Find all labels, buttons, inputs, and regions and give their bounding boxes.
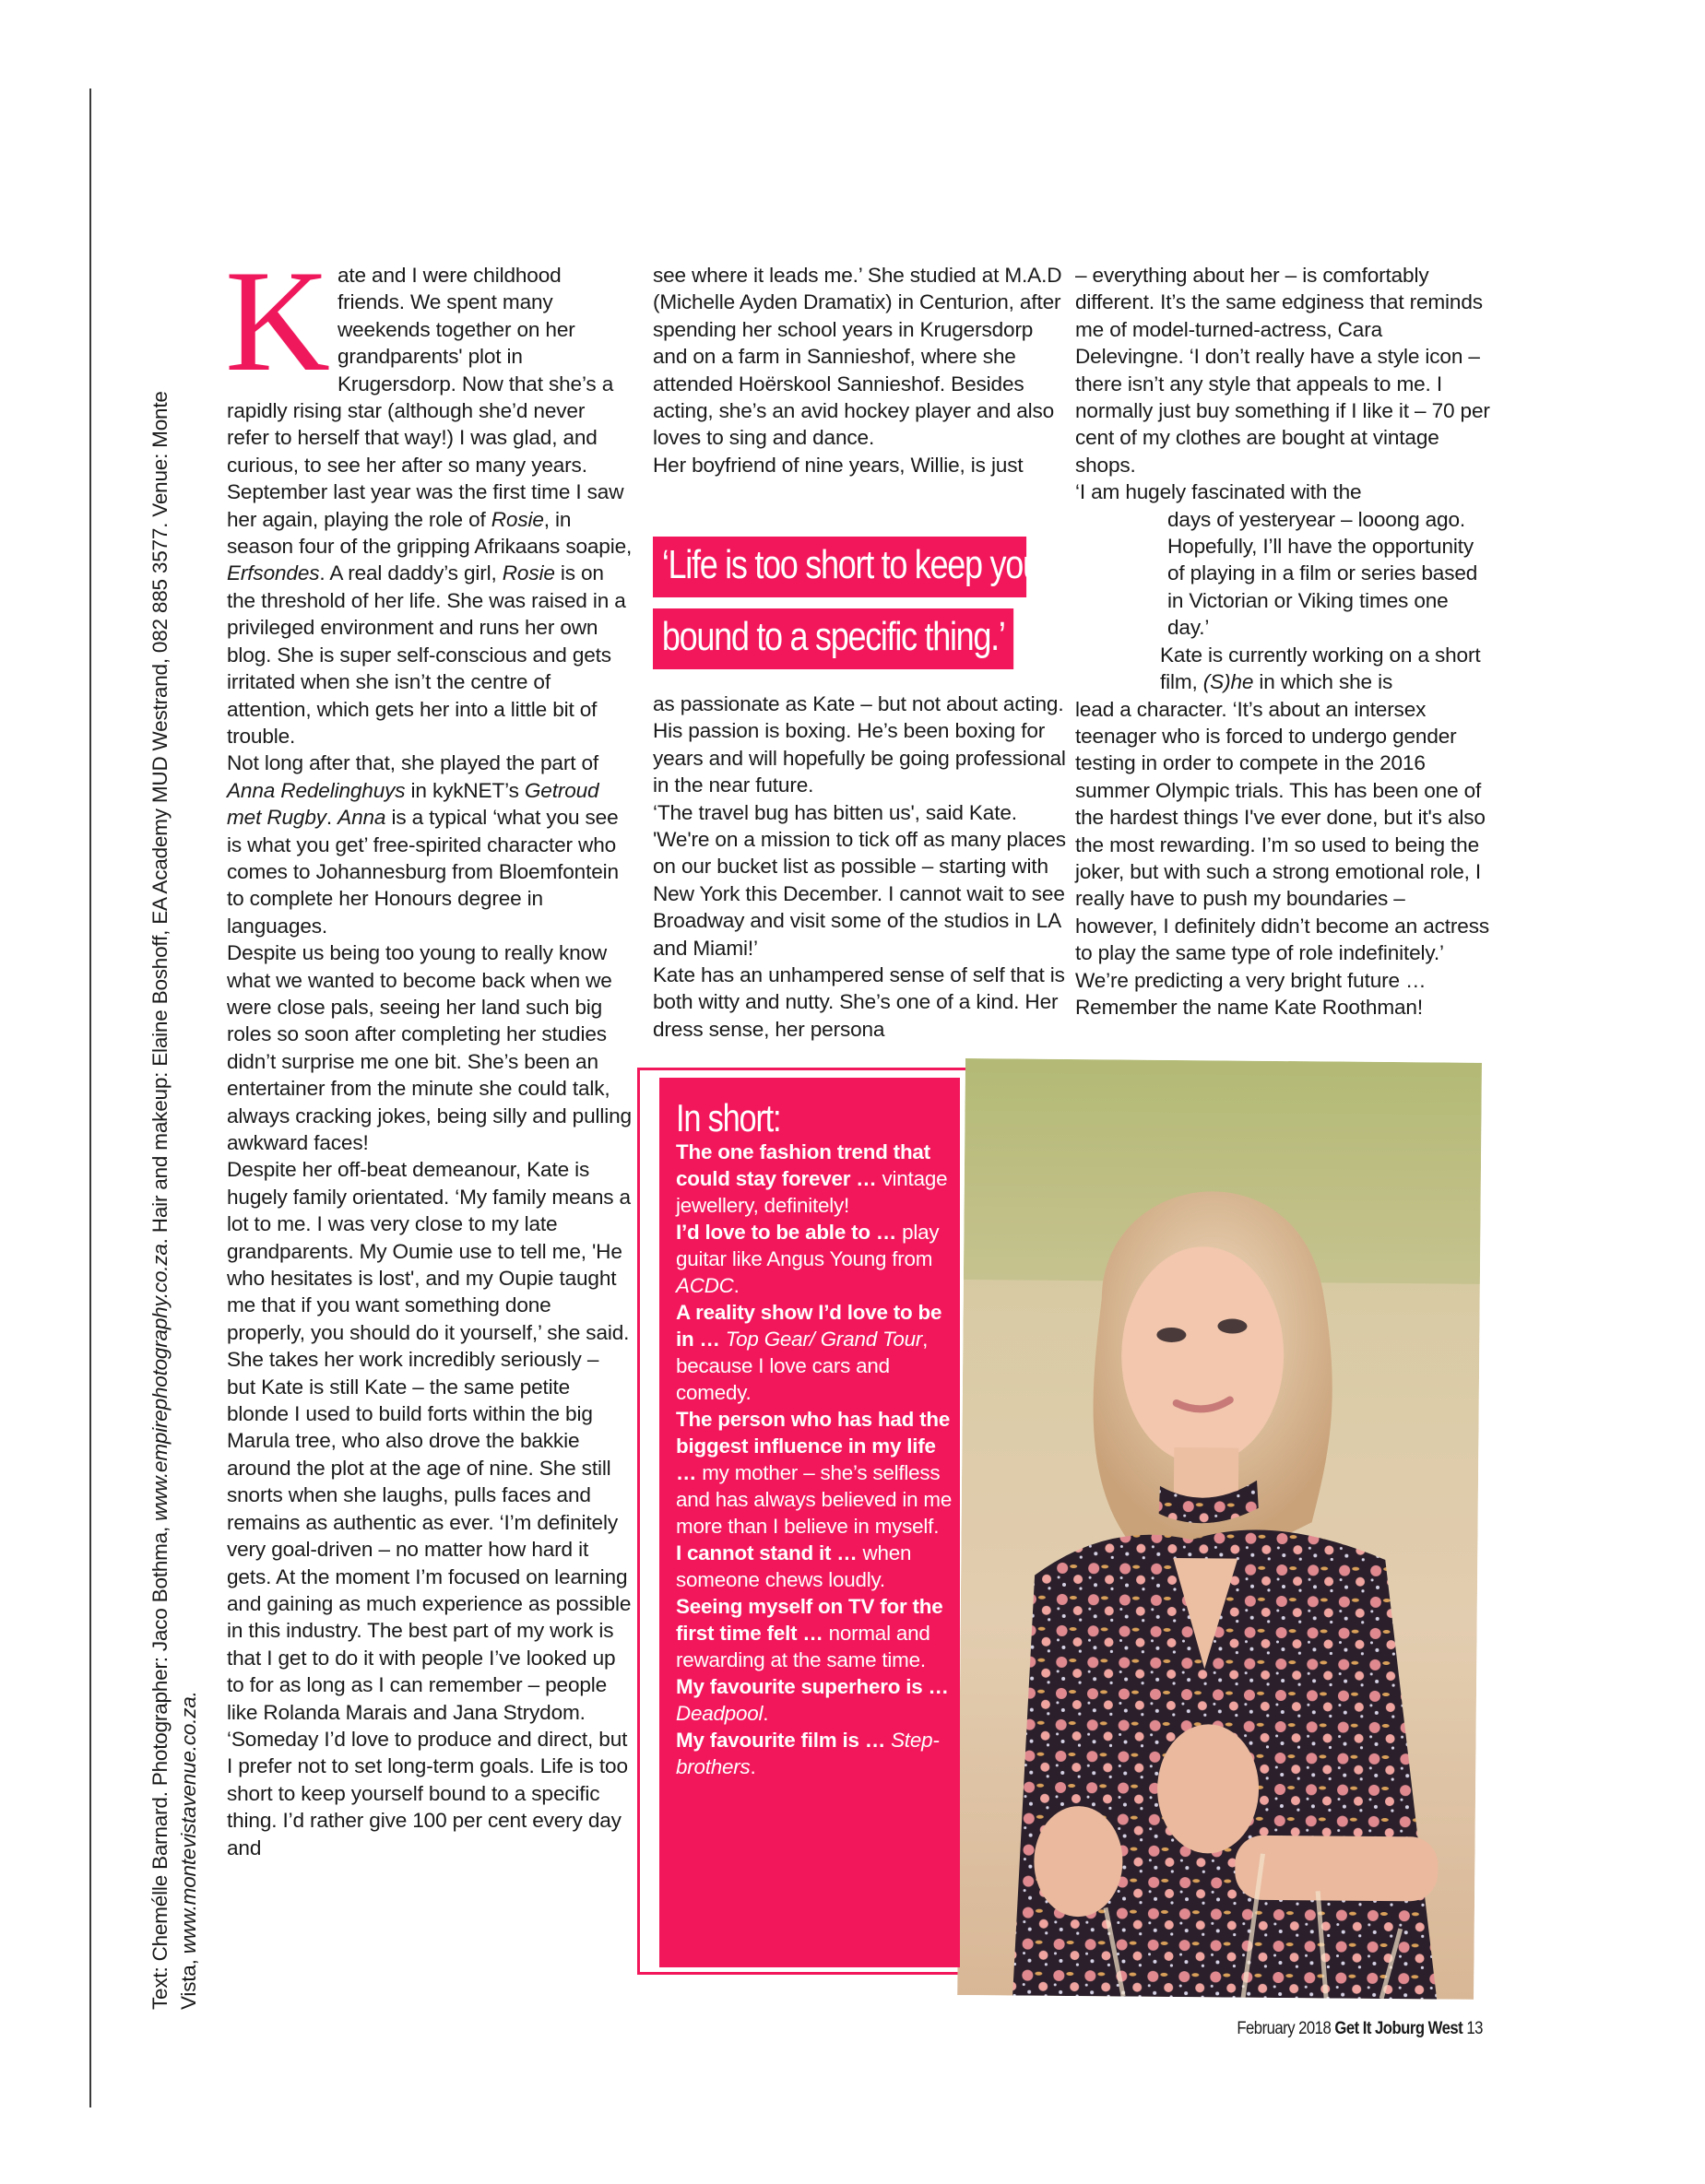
in-short-item: The one fashion trend that could stay forever … vintage jewellery, definitely! [676,1140,948,1217]
publication-name: Get It Joburg West [1334,2019,1463,2038]
article-paragraph: She takes her work incredibly seriously – but Kate is still Kate – the same petite blonde I used to build forts within the big Marula tree, who also drove the bakkie around the plot at the age of nine. She still snorts when she laughs, pulls faces and remains as authentic as ever. ‘I’m definitely very goal-driven – no matter how hard it gets. At the moment I’m focused on learning and gaining as much experience as possible in this industry. The best part of my work is that I get to do it with people I’ve looked up to for as long as I can remember – people like Rolanda Marais and Jana Strydom. [227,1348,632,1724]
article-paragraph: ‘Someday I’d love to produce and direct, but I prefer not to set long-term goals. Life is too short to keep yourself bound to a specific thing. I’d rather give 100 per cent every day and [227,1727,628,1859]
in-short-item: Seeing myself on TV for the first time felt … normal and rewarding at the same time. [676,1595,943,1671]
article-paragraph: Kate and I were childhood friends. We spent many weekends together on her grandparents' plot in Krugersdorp. Now that she’s a rapidly rising star (although she’d never refer to herself that way!) I was glad, and curious, to see her after so many years. September last year was the first time I saw her again, playing the role of Rosie, in season four of the gripping Afrikaans soapie, Erfsondes. A real daddy’s girl, Rosie is on the threshold of her life. She was raised in a privileged environment and runs her own blog. She is super self-conscious and gets irritated when she isn’t the centre of attention, which gets her into a little bit of trouble. [225,241,633,748]
in-short-item: A reality show I’d love to be in … Top Gear/ Grand Tour, because I love cars and comedy. [676,1301,942,1404]
in-short-item: My favourite superhero is … Deadpool. [676,1675,949,1725]
page-number: 13 [1466,2019,1483,2038]
in-short-item: I cannot stand it … when someone chews loudly. [676,1541,912,1591]
page-margin-rule [89,89,91,2107]
page-folio [1237,2019,1483,2039]
article-paragraph: see where it leads me.’ She studied at M.A.D (Michelle Ayden Dramatix) in Centurion, after spending her school years in Krugersdorp and on a farm in Sannieshof, where she attended Hoërskool Sannieshof. Besides acting, she’s an avid hockey player and also loves to sing and dance. [653,264,1062,450]
article-paragraph: lead a character. ‘It’s about an intersex teenager who is forced to undergo gender testing in order to compete in the 2016 summer Olympic trials. This has been one of the hardest things I've ever done, but it's also the most rewarding. I’m so used to being the joker, but with such a strong emotional role, I really have to push my boundaries – however, I definitely didn’t become an actress to play the same type of role indefinitely.’ [1075,697,1489,965]
in-short-panel [659,1078,960,1967]
article-paragraph: ‘The travel bug has bitten us', said Kate. 'We're on a mission to tick off as many places on our bucket list as possible – starting with New York this December. I cannot wait to see Broadway and visit some of the studios in LA and Miami!’ [653,800,1066,960]
article-paragraph: ‘I am hugely fascinated with the [1075,480,1362,504]
photographer-link[interactable]: www.empirephotography.co.za [148,1244,172,1521]
article-paragraph: – everything about her – is comfortably different. It’s the same edginess that reminds me of model-turned-actress, Cara Delevingne. ‘I don’t really have a style icon – there isn’t any style that appeals to me. I normally just buy something if I like it – 70 per cent of my clothes are bought at vintage shops. [1075,264,1490,477]
pull-quote-line-1: ‘Life is too short to keep yourself [653,537,1026,597]
in-short-item: My favourite film is … Step-brothers. [676,1729,940,1778]
article-paragraph: as passionate as Kate – but not about acting. His passion is boxing. He’s been boxing for years and will hopefully be going professional in the near future. [653,692,1066,797]
credits-line-1: Text: Chemélle Barnard. Photographer: Jaco Bothma, www.empirephotography.co.za. Hair and makeup: Elaine Boshoff, EA Academy MUD Westrand, 082 885 3577. Venue: Monte [148,391,172,2010]
drop-cap: K [225,241,330,402]
article-paragraph: We’re predicting a very bright future … Remember the name Kate Roothman! [1075,968,1427,1019]
pull-quote-line-2: bound to a specific thing.’ [653,608,1013,669]
article-paragraph: Her boyfriend of nine years, Willie, is just [653,453,1024,477]
article-column-1 [225,241,633,1861]
article-column-2-top [653,262,1068,478]
portrait-photo [957,1058,1482,2000]
article-paragraph: Despite us being too young to really know what we wanted to become back when we were close pals, seeing her land such big roles so soon after completing her studies didn’t surprise me one bit. She’s been an entertainer from the minute she could talk, always cracking jokes, being silly and pulling awkward faces! [227,941,632,1154]
in-short-item: The person who has had the biggest influence in my life … my mother – she’s selfless and has always believed in me more than I believe in myself. [676,1408,953,1538]
article-column-3 [1075,262,1490,1021]
in-short-list [676,1139,960,1780]
article-paragraph: Kate is currently working on a short film, (S)he in which she is [1160,643,1481,694]
credits-line-2: Vista, www.montevistavenue.co.za. [177,1691,200,2010]
article-paragraph: Not long after that, she played the part of Anna Redelinghuys in kykNET’s Getroud met Rugby. Anna is a typical ‘what you see is what you get’ free-spirited character who comes to Johannesburg from Bloemfontein to complete her Honours degree in languages. [227,751,619,938]
pull-quote [653,537,1108,669]
article-paragraph: days of yesteryear – looong ago. Hopefully, I’ll have the opportunity of playing in a film or series based in Victorian or Viking times one day.’ [1167,507,1478,640]
article-column-2-bottom [653,691,1068,1043]
article-paragraph: Kate has an unhampered sense of self that is both witty and nutty. She’s one of a kind. Her dress sense, her persona [653,963,1065,1041]
portrait-image [957,1058,1482,2000]
in-short-item: I’d love to be able to … play guitar like Angus Young from ACDC. [676,1221,940,1297]
venue-link[interactable]: www.montevistavenue.co.za. [177,1691,200,1954]
photo-credits [146,240,203,2010]
in-short-title: In short: [676,1096,781,1139]
issue-date: February 2018 [1237,2019,1332,2038]
article-paragraph: Despite her off-beat demeanour, Kate is hugely family orientated. ‘My family means a lot to me. I was very close to my late grandparents. My Oumie use to tell me, 'He who hesitates is lost', and my Oupie taught me that if you want something done properly, you should do it yourself,’ she said. [227,1158,631,1344]
